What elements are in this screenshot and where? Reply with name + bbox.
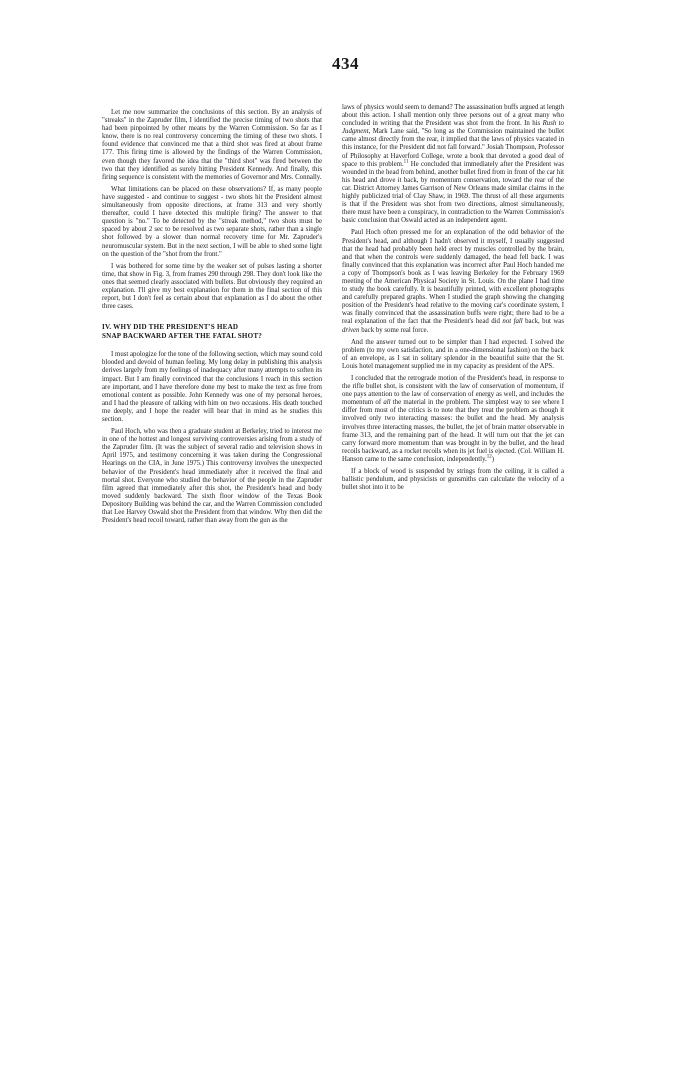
text-run: He concluded that immediately after the President was wounded in the head from behind, another bullet fired from in front of the car hit his head and drove it back, by momentum conservation, toward the rear of the car. District Attorney James Garrison of New Orleans made similar claims in the highly publicized trial of Clay Shaw, in 1969. The thrust of all these arguments is that if the President was shot from two directions, almost simultaneously, there must have been a conspiracy, in contradiction to the Warren Commission's basic conclusion that Oswald acted as an independent agent. [342,160,564,225]
emphasis: not fall [502,318,523,326]
text-run: back by some real force. [359,326,429,334]
text-run: ) [491,455,495,463]
right-column [342,104,564,496]
text-run: laws of physics would seem to demand? The assassination buffs argued at length about this action. I shall mention only three persons out of a great many who concluded in writing that the President was shot from the front. In his [342,104,564,128]
footnote-ref: 12 [486,454,492,460]
paragraph [342,229,564,334]
left-column [102,109,322,529]
paragraph [342,375,564,464]
text-run: Paul Hoch often pressed me for an explanation of the odd behavior of the President's head, and although I hadn't observed it myself, I usually suggested that the head had probably been held erect by muscles controlled by the brain, and that when the controls were suddenly damaged, the head fell back. I was finally convinced that this explanation was incorrect after Paul Hoch handed me a copy of Thompson's book as I was leaving Berkeley for the February 1969 meeting of the American Physical Society in St. Louis. On the plane I had time to study the book carefully. It is beautifully printed, with excellent photographs and carefully prepared graphs. When I studied the graph showing the changing position of the President's head relative to the moving car's coordinate system, I was finally convinced that the assassination buffs were right; there had to be a real explanation of the fact that the President's head did [342,229,564,326]
paragraph [342,104,564,225]
page-number: 434 [332,54,359,73]
text-run: back, but was [522,318,564,326]
footnote-ref: 11 [403,159,409,165]
paragraph: I must apologize for the tone of the following section, which may sound cold blooded and devoid of human feeling. My long delay in publishing this analysis derives largely from my feelings of inadequacy after many attempts to soften its impact. But I am finally convinced that the conclusions I reach in this section are important, and I have therefore done my best to make the text as free from emotional content as possible. John Kennedy was one of my personal heroes, and I had the pleasure of talking with him on two occasions. His death touched me deeply, and I hope the reader will bear that in mind as he studies this section. [102,351,322,423]
section-heading-line-2: SNAP BACKWARD AFTER THE FATAL SHOT? [102,332,263,341]
emphasis: all [383,399,391,407]
text-run: the material in the problem. The simplest way to see where I differ from most of the critics is to note that they treat the problem as though it involved only two interacting masses: the bullet and the head. My analysis involves three interacting masses, the bullet, the jet of brain matter observable in frame 313, and the remaining part of the head. It will turn out that the jet can carry forward more momentum than was brought in by the bullet, and the head recoils backward, as a rocket recoils when its jet fuel is ejected. (Col. William H. Hanson came to the same conclusion, independently. [342,399,564,463]
paragraph: Let me now summarize the conclusions of this section. By an analysis of "streaks" in the Zapruder film, I identified the precise timing of two shots that had been pinpointed by other means by the Warren Commission. So far as I know, there is no real controversy concerning the timing of these two shots. I found evidence that convinced me that a third shot was fired at about frame 177. This firing time is allowed by the findings of the Warren Commission, even though they favored the idea that the "third shot" was fired between the two that they identified as surely hitting President Kennedy. And finally, this firing sequence is consistent with the memories of Governor and Mrs. Connally. [102,109,322,181]
text-run: I concluded that the retrograde motion of the President's head, in response to the rifle bullet shot, is consistent with the law of conservation of momentum, if one pays attention to the law of conservation of energy as well, and includes the momentum of [342,375,564,407]
emphasis: driven [342,326,360,334]
section-heading [102,323,322,341]
paragraph: What limitations can be placed on these observations? If, as many people have suggested - and continue to suggest - two shots hit the President almost simultaneously from opposite directions, at frame 313 and very shortly thereafter, could I have detected this multiple firing? The answer to that question is "no." To be detected by the "streak method," two shots must be spaced by about 2 sec to be resolved as two separate shots, rather than a single shot followed by a slower than normal recovery time for Mr. Zapruder's neuromuscular system. But in the next section, I will be able to shed some light on the question of the "shot from the front." [102,185,322,258]
paragraph: Paul Hoch, who was then a graduate student at Berkeley, tried to interest me in one of the hottest and longest surviving controversies arising from a study of the Zapruder film. (It was the subject of several radio and television shows in April 1975, and testimony concerning it was taken during the Congressional Hearings on the CIA, in June 1975.) This controversy involves the unexpected behavior of the President's head immediately after it received the final and mortal shot. Everyone who studied the behavior of the people in the Zapruder film agreed that immediately after this shot, the President's head and body moved suddenly backward. The sixth floor window of the Texas Book Depository Building was behind the car, and the Warren Commission concluded that Lee Harvey Oswald shot the President from that window. Why then did the President's head recoil toward, rather than away from the gun as the [102,428,322,525]
book-title: Rush to Judgment [342,120,564,136]
paragraph: If a block of wood is suspended by strings from the ceiling, it is called a ballistic pendulum, and physicists or gunsmiths can calculate the velocity of a bullet shot into it to be [342,468,564,492]
paragraph: And the answer turned out to be simpler than I had expected. I solved the problem (to my own satisfaction, and in a one-dimensional fashion) on the back of an envelope, as I sat in solitary splendor in the beautiful suite that the St. Louis hotel management supplied me in my capacity as president of the APS. [342,338,564,370]
text-run: , Mark Lane said, "So long as the Commission maintained the bullet came almost directly from the rear, it implied that the laws of physics vacated in this instance, for the President did not fall forward." Josiah Thompson, Professor of Philosophy at Haverford College, wrote a book that devoted a good deal of space to this problem. [342,128,564,168]
paragraph: I was bothered for some time by the weaker set of pulses lasting a shorter time, that show in Fig. 3, from frames 290 through 298. They don't look like the ones that seemed clearly associated with bullets. But obviously they required an explanation. I'll give my best explanation for them in the final section of this report, but I don't feel as certain about that explanation as I do about the other three cases. [102,262,322,311]
section-heading-line-1: IV. WHY DID THE PRESIDENT'S HEAD [102,323,239,332]
